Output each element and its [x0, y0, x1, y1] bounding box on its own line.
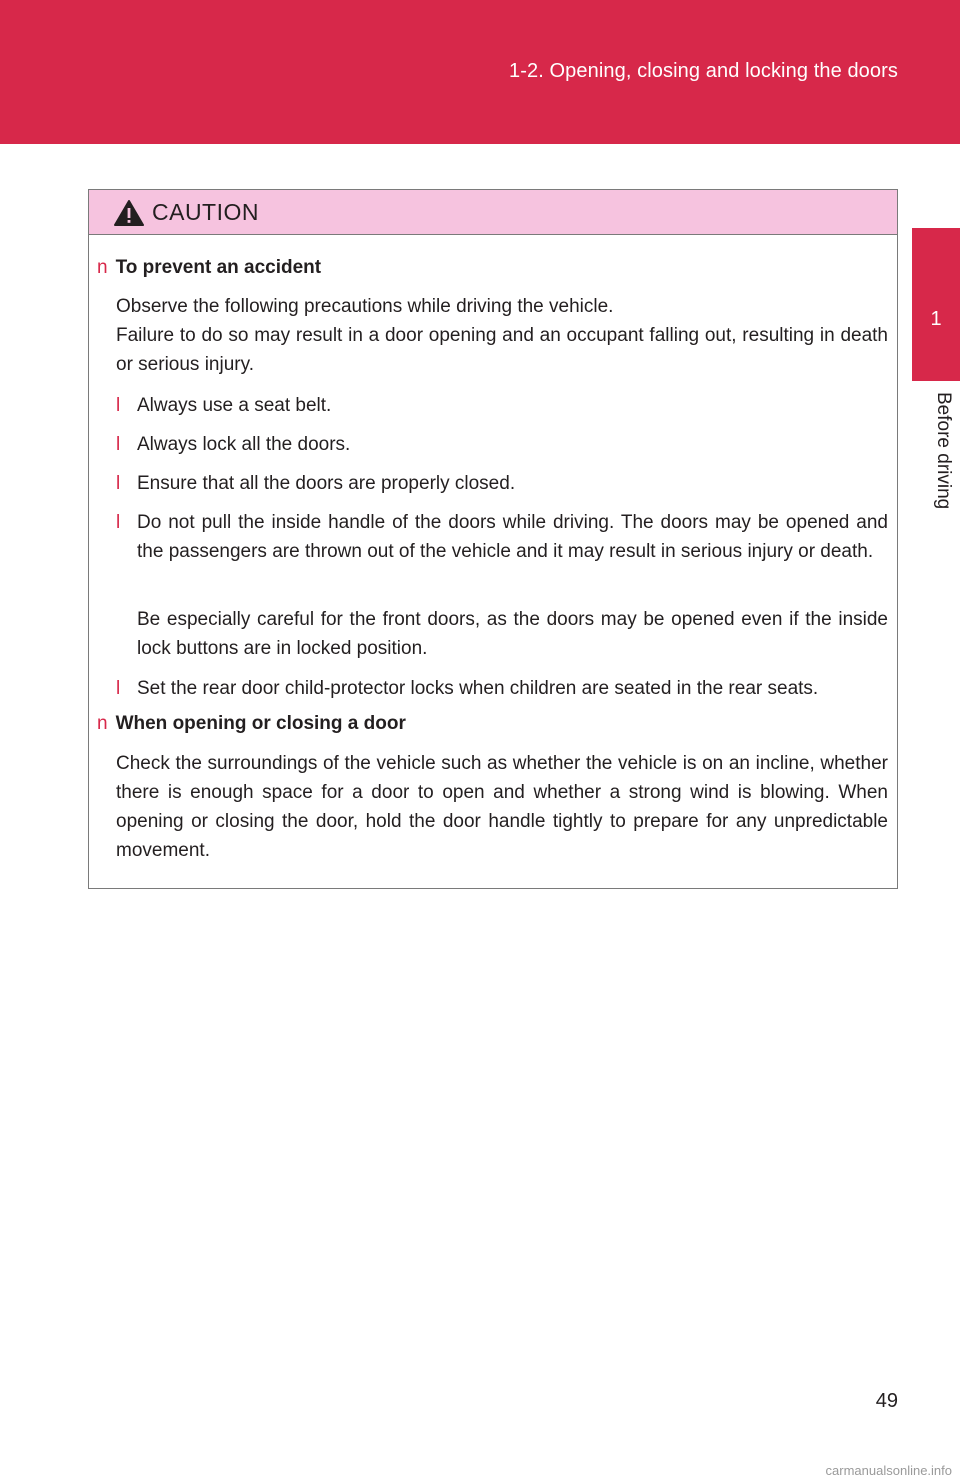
caution-label: CAUTION — [152, 199, 259, 225]
list-item — [116, 391, 888, 420]
chapter-tab — [912, 228, 960, 381]
section-title-opening-closing-door — [97, 713, 406, 735]
section-marker: n — [97, 257, 108, 278]
bullet-note-paragraph: Be especially careful for the front doors, as the doors may be opened even if the inside lock buttons are in locked position. — [137, 609, 888, 659]
bullet-marker: l — [116, 678, 121, 699]
list-item-text: Always use a seat belt. — [137, 395, 332, 416]
chapter-number: 1 — [930, 308, 942, 330]
list-item — [116, 469, 888, 498]
warning-triangle-icon — [113, 199, 145, 227]
bullet-marker: l — [116, 473, 121, 494]
list-item-text: Do not pull the inside handle of the doors while driving. The doors may be opened and the passengers are thrown out of the vehicle and it may result in serious injury or death. — [137, 512, 888, 562]
section-title-text: When opening or closing a door — [115, 713, 406, 734]
section-header-title: 1-2. Opening, closing and locking the doors — [509, 60, 898, 82]
list-item-text: Set the rear door child-protector locks when children are seated in the rear seats. — [137, 678, 819, 699]
caution-box — [88, 189, 898, 889]
footer-watermark: carmanualsonline.info — [825, 1463, 952, 1478]
section-title-prevent-accident — [97, 257, 321, 279]
chapter-label: Before driving — [933, 392, 954, 510]
page-number: 49 — [875, 1390, 898, 1412]
list-item-text: Always lock all the doors. — [137, 434, 351, 455]
list-item-text: Ensure that all the doors are properly closed. — [137, 473, 516, 494]
opening-closing-paragraph: Check the surroundings of the vehicle such as whether the vehicle is on an incline, whether there is enough space for a door to open and whether a strong wind is blowing. When opening or closing the door, hold the door handle tightly to prepare for any unpredictable movement. — [116, 753, 888, 861]
bullet-marker: l — [116, 512, 121, 533]
intro-paragraph-2: Failure to do so may result in a door opening and an occupant falling out, resulting in death or serious injury. — [116, 325, 888, 375]
list-item — [116, 674, 888, 703]
list-item — [116, 508, 888, 566]
list-item — [116, 430, 888, 459]
caution-header — [89, 190, 897, 235]
section-title-text: To prevent an accident — [115, 257, 322, 278]
header-band — [0, 0, 960, 144]
bullet-marker: l — [116, 395, 121, 416]
section-marker: n — [97, 713, 108, 734]
intro-paragraph-1: Observe the following precautions while driving the vehicle. — [116, 296, 614, 317]
bullet-marker: l — [116, 434, 121, 455]
